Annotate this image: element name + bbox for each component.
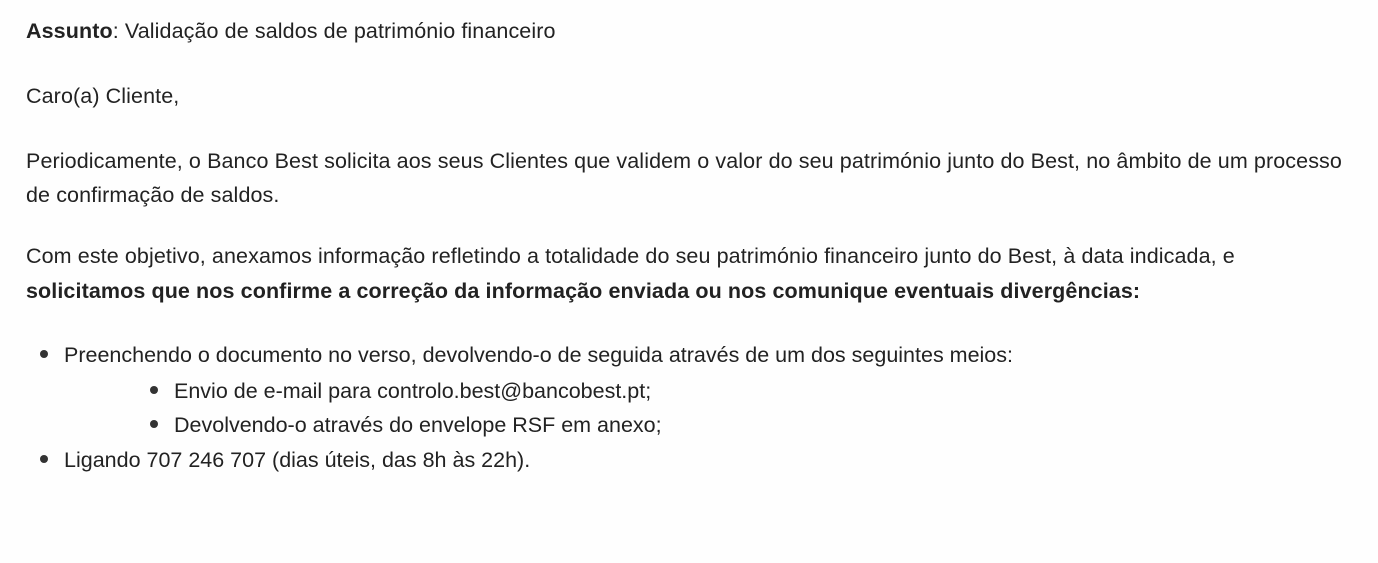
bullet-dot-icon <box>40 350 48 358</box>
instructions-list <box>26 339 1360 476</box>
paragraph-com-este-objetivo <box>26 239 1360 309</box>
list-item-label: Ligando 707 246 707 (dias úteis, das 8h às 22h). <box>64 447 531 472</box>
bullet-dot-icon <box>150 386 158 394</box>
sub-instructions-list <box>64 375 1360 442</box>
subject-separator: : <box>112 19 125 43</box>
paragraph-intro-text: Com este objetivo, anexamos informação refletindo a totalidade do seu património financeiro junto do Best, à data indicada, e <box>26 244 1235 269</box>
list-item-label: Envio de e-mail para controlo.best@bancobest.pt; <box>174 379 652 404</box>
list-item <box>26 339 1360 442</box>
greeting-line: Caro(a) Cliente, <box>26 83 180 108</box>
list-item-label: Preenchendo o documento no verso, devolvendo-o de seguida através de um dos seguintes meios: <box>64 342 1013 367</box>
list-item <box>26 444 1360 476</box>
subject-text: Validação de saldos de património financeiro <box>124 19 556 43</box>
subject-line <box>26 14 1360 49</box>
subject-label: Assunto <box>26 19 113 43</box>
paragraph-periodicamente: Periodicamente, o Banco Best solicita aos seus Clientes que validem o valor do seu património junto do Best, no âmbito de um processo de confirmação de saldos. <box>26 148 1342 208</box>
list-item <box>134 409 1360 441</box>
list-item-label: Devolvendo-o através do envelope RSF em anexo; <box>174 413 662 438</box>
bullet-dot-icon <box>40 455 48 463</box>
paragraph-emphasis-text: solicitamos que nos confirme a correção da informação enviada ou nos comunique eventuais divergências: <box>26 279 1141 304</box>
list-item <box>134 375 1360 407</box>
bullet-dot-icon <box>150 420 158 428</box>
